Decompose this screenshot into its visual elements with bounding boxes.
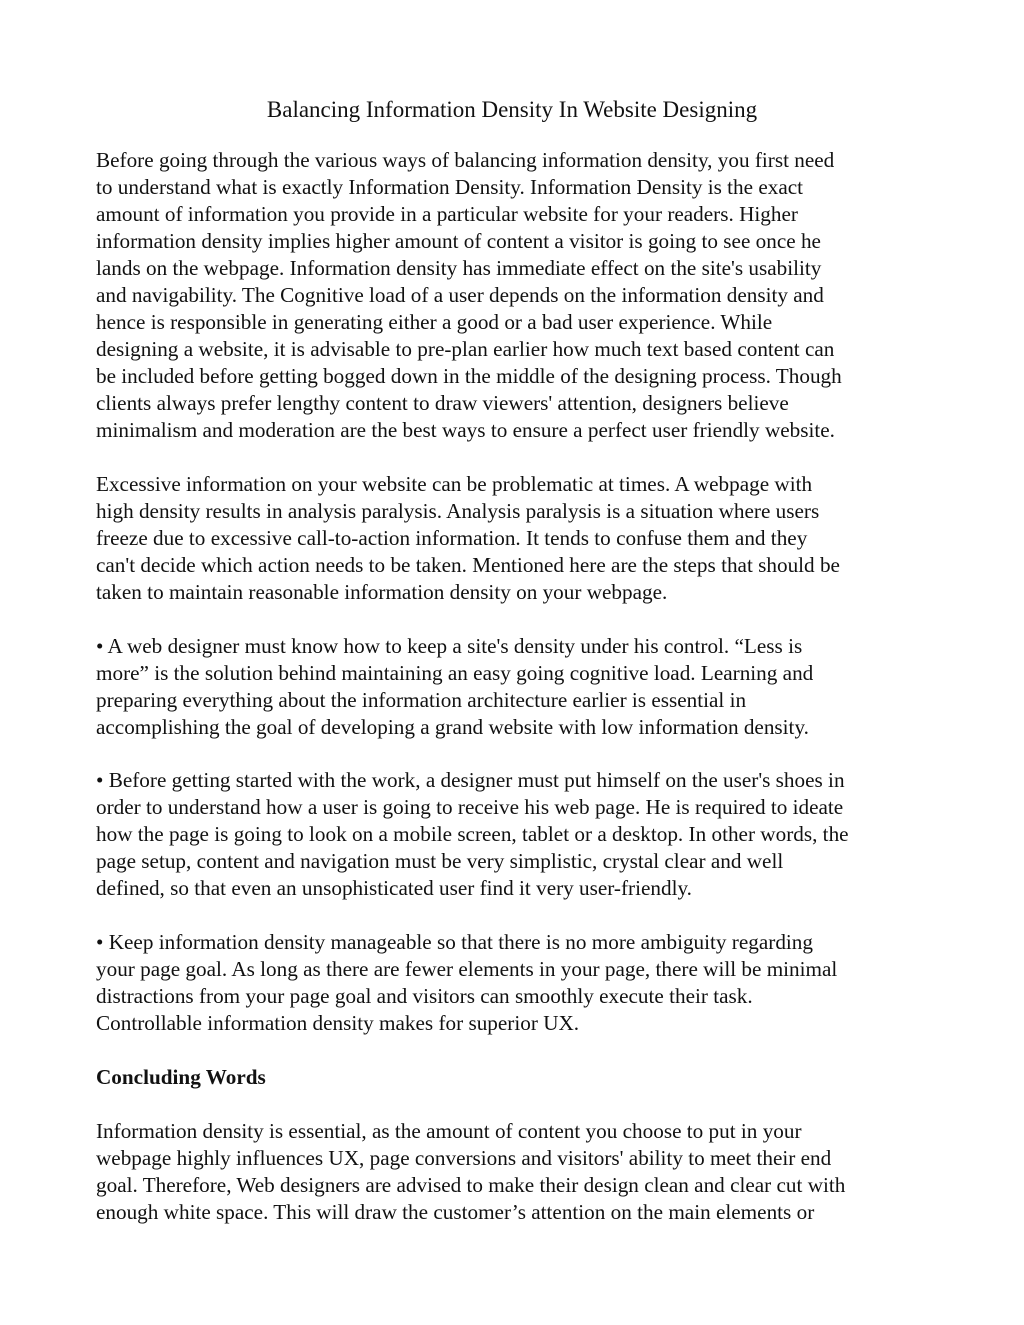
document-title: Balancing Information Density In Website Designing (266, 97, 758, 122)
bullet-paragraph-user-shoes (96, 767, 956, 902)
text-line: Excessive information on your website can be problematic at times. A webpage with (96, 472, 813, 496)
text-line: • Before getting started with the work, a designer must put himself on the user's shoes in (96, 768, 845, 792)
text-line: be included before getting bogged down in the middle of the designing process. Though (96, 364, 842, 388)
text-line: and navigability. The Cognitive load of a user depends on the information density and (96, 283, 824, 307)
text-line: page setup, content and navigation must be very simplistic, crystal clear and well (96, 849, 784, 873)
bullet-paragraph-manageable-density (96, 929, 956, 1037)
bullet-paragraph-less-is-more (96, 633, 956, 741)
text-line: can't decide which action needs to be taken. Mentioned here are the steps that should be (96, 553, 840, 577)
text-line: lands on the webpage. Information density has immediate effect on the site's usability (96, 256, 822, 280)
text-line: goal. Therefore, Web designers are advised to make their design clean and clear cut with (96, 1173, 846, 1197)
text-line: enough white space. This will draw the customer’s attention on the main elements or (96, 1200, 815, 1224)
text-line: distractions from your page goal and visitors can smoothly execute their task. (96, 984, 753, 1008)
text-line: clients always prefer lengthy content to draw viewers' attention, designers believe (96, 391, 789, 415)
text-line: high density results in analysis paralysis. Analysis paralysis is a situation where users (96, 499, 820, 523)
text-line: Information density is essential, as the amount of content you choose to put in your (96, 1119, 802, 1143)
text-line: • A web designer must know how to keep a site's density under his control. “Less is (96, 634, 803, 658)
paragraph-excessive-information (96, 471, 956, 606)
text-line: more” is the solution behind maintaining an easy going cognitive load. Learning and (96, 661, 814, 685)
text-line: preparing everything about the information architecture earlier is essential in (96, 688, 747, 712)
text-line: Controllable information density makes for superior UX. (96, 1011, 580, 1035)
text-line: • Keep information density manageable so that there is no more ambiguity regarding (96, 930, 813, 954)
text-line: amount of information you provide in a particular website for your readers. Higher (96, 202, 798, 226)
text-line: how the page is going to look on a mobile screen, tablet or a desktop. In other words, the (96, 822, 849, 846)
text-line: freeze due to excessive call-to-action information. It tends to confuse them and they (96, 526, 808, 550)
text-line: order to understand how a user is going to receive his web page. He is required to ideate (96, 795, 844, 819)
text-line: to understand what is exactly Information Density. Information Density is the exact (96, 175, 804, 199)
text-line: Before going through the various ways of balancing information density, you first need (96, 148, 835, 172)
text-line: hence is responsible in generating either a good or a bad user experience. While (96, 310, 773, 334)
section-heading-concluding-words: Concluding Words (96, 1065, 266, 1089)
paragraph-concluding (96, 1118, 956, 1226)
text-line: webpage highly influences UX, page conversions and visitors' ability to meet their end (96, 1146, 832, 1170)
text-line: accomplishing the goal of developing a grand website with low information density. (96, 715, 809, 739)
text-line: taken to maintain reasonable information density on your webpage. (96, 580, 668, 604)
paragraph-intro (96, 147, 956, 444)
text-line: defined, so that even an unsophisticated user find it very user-friendly. (96, 876, 692, 900)
text-line: designing a website, it is advisable to pre-plan earlier how much text based content can (96, 337, 835, 361)
text-line: information density implies higher amount of content a visitor is going to see once he (96, 229, 821, 253)
text-line: minimalism and moderation are the best ways to ensure a perfect user friendly website. (96, 418, 835, 442)
text-line: your page goal. As long as there are fewer elements in your page, there will be minimal (96, 957, 838, 981)
